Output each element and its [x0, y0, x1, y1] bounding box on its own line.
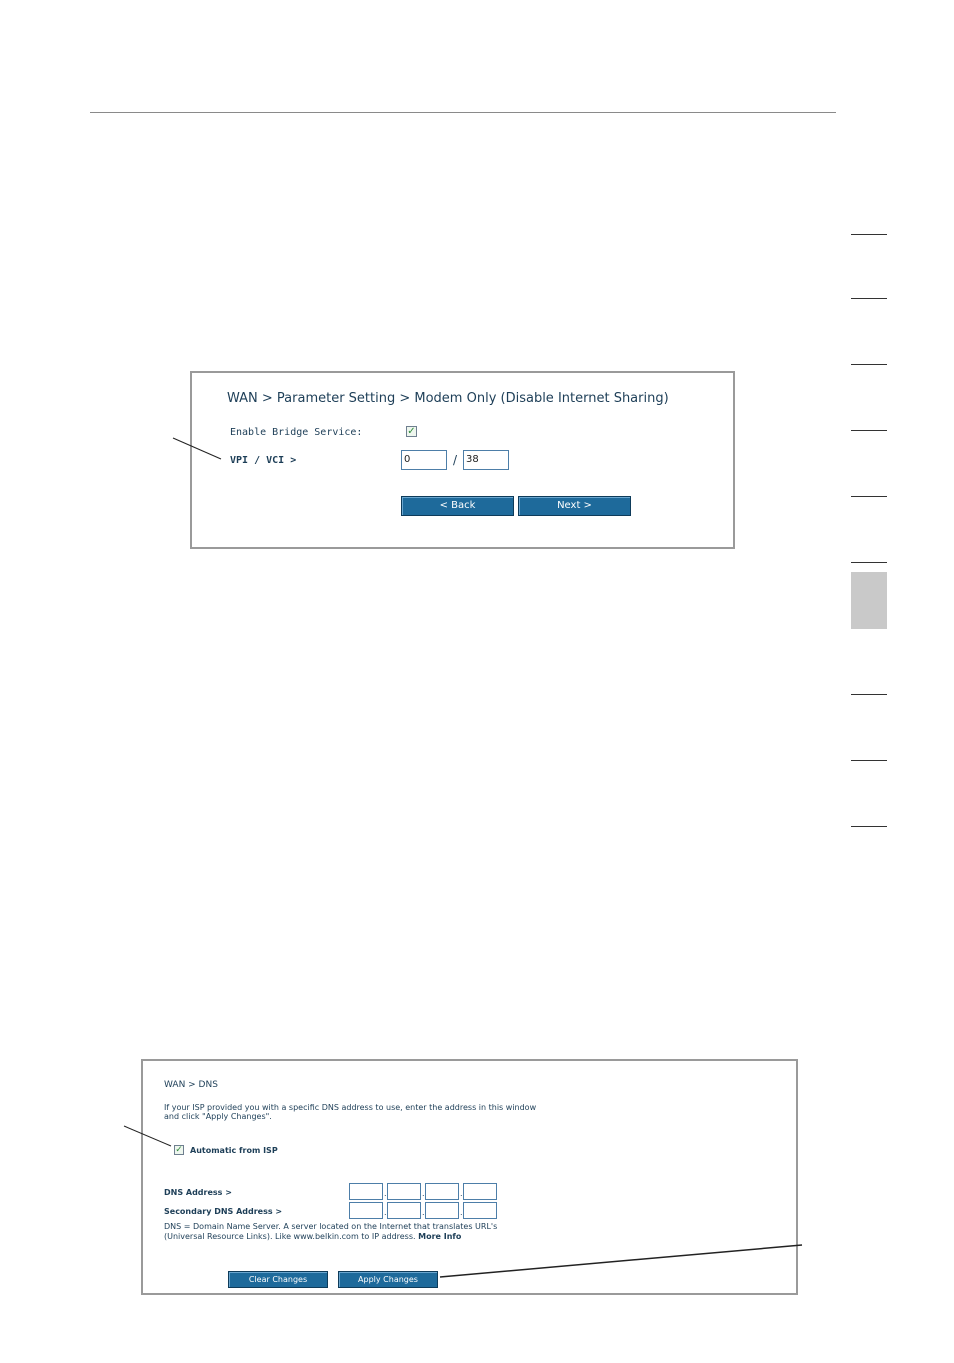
dns-instructions-line1: If your ISP provided you with a specific DNS address to use, enter the address in this window — [164, 1103, 537, 1112]
clear-changes-button[interactable]: Clear Changes — [228, 1271, 328, 1288]
dns-dot: . — [384, 1208, 387, 1217]
dns-dot: . — [460, 1189, 463, 1198]
dns-dot: . — [422, 1208, 425, 1217]
more-info-link[interactable]: More Info — [418, 1232, 462, 1241]
dns-address-label: DNS Address > — [164, 1188, 232, 1197]
vpi-vci-separator: / — [453, 453, 458, 467]
checkmark-icon: ✓ — [175, 1145, 183, 1155]
secondary-dns-label: Secondary DNS Address > — [164, 1207, 283, 1216]
dns-note-line2: (Universal Resource Links). Like www.belkin.com to IP address. — [164, 1232, 416, 1241]
dns-panel-title: WAN > DNS — [164, 1080, 218, 1090]
dns-dot: . — [460, 1208, 463, 1217]
automatic-dns-label: Automatic from ISP — [190, 1146, 278, 1155]
enable-bridge-label: Enable Bridge Service: — [230, 427, 363, 438]
dns-dot: . — [384, 1189, 387, 1198]
dns-note-line1: DNS = Domain Name Server. A server located on the Internet that translates URL's — [164, 1222, 498, 1231]
vpi-vci-label: VPI / VCI > — [230, 455, 297, 466]
callout-line-vpi — [173, 438, 221, 459]
callout-line-automatic — [124, 1126, 171, 1146]
checkmark-icon: ✓ — [407, 425, 416, 437]
back-button[interactable]: < Back — [401, 496, 514, 516]
callout-line-apply — [440, 1245, 802, 1277]
apply-changes-button[interactable]: Apply Changes — [338, 1271, 438, 1288]
next-button[interactable]: Next > — [518, 496, 631, 516]
dns-dot: . — [422, 1189, 425, 1198]
vci-input[interactable]: 38 — [463, 450, 509, 470]
dns-instructions-line2: and click "Apply Changes". — [164, 1112, 272, 1121]
bridge-panel-title: WAN > Parameter Setting > Modem Only (Disable Internet Sharing) — [227, 391, 669, 406]
vpi-input[interactable]: 0 — [401, 450, 447, 470]
